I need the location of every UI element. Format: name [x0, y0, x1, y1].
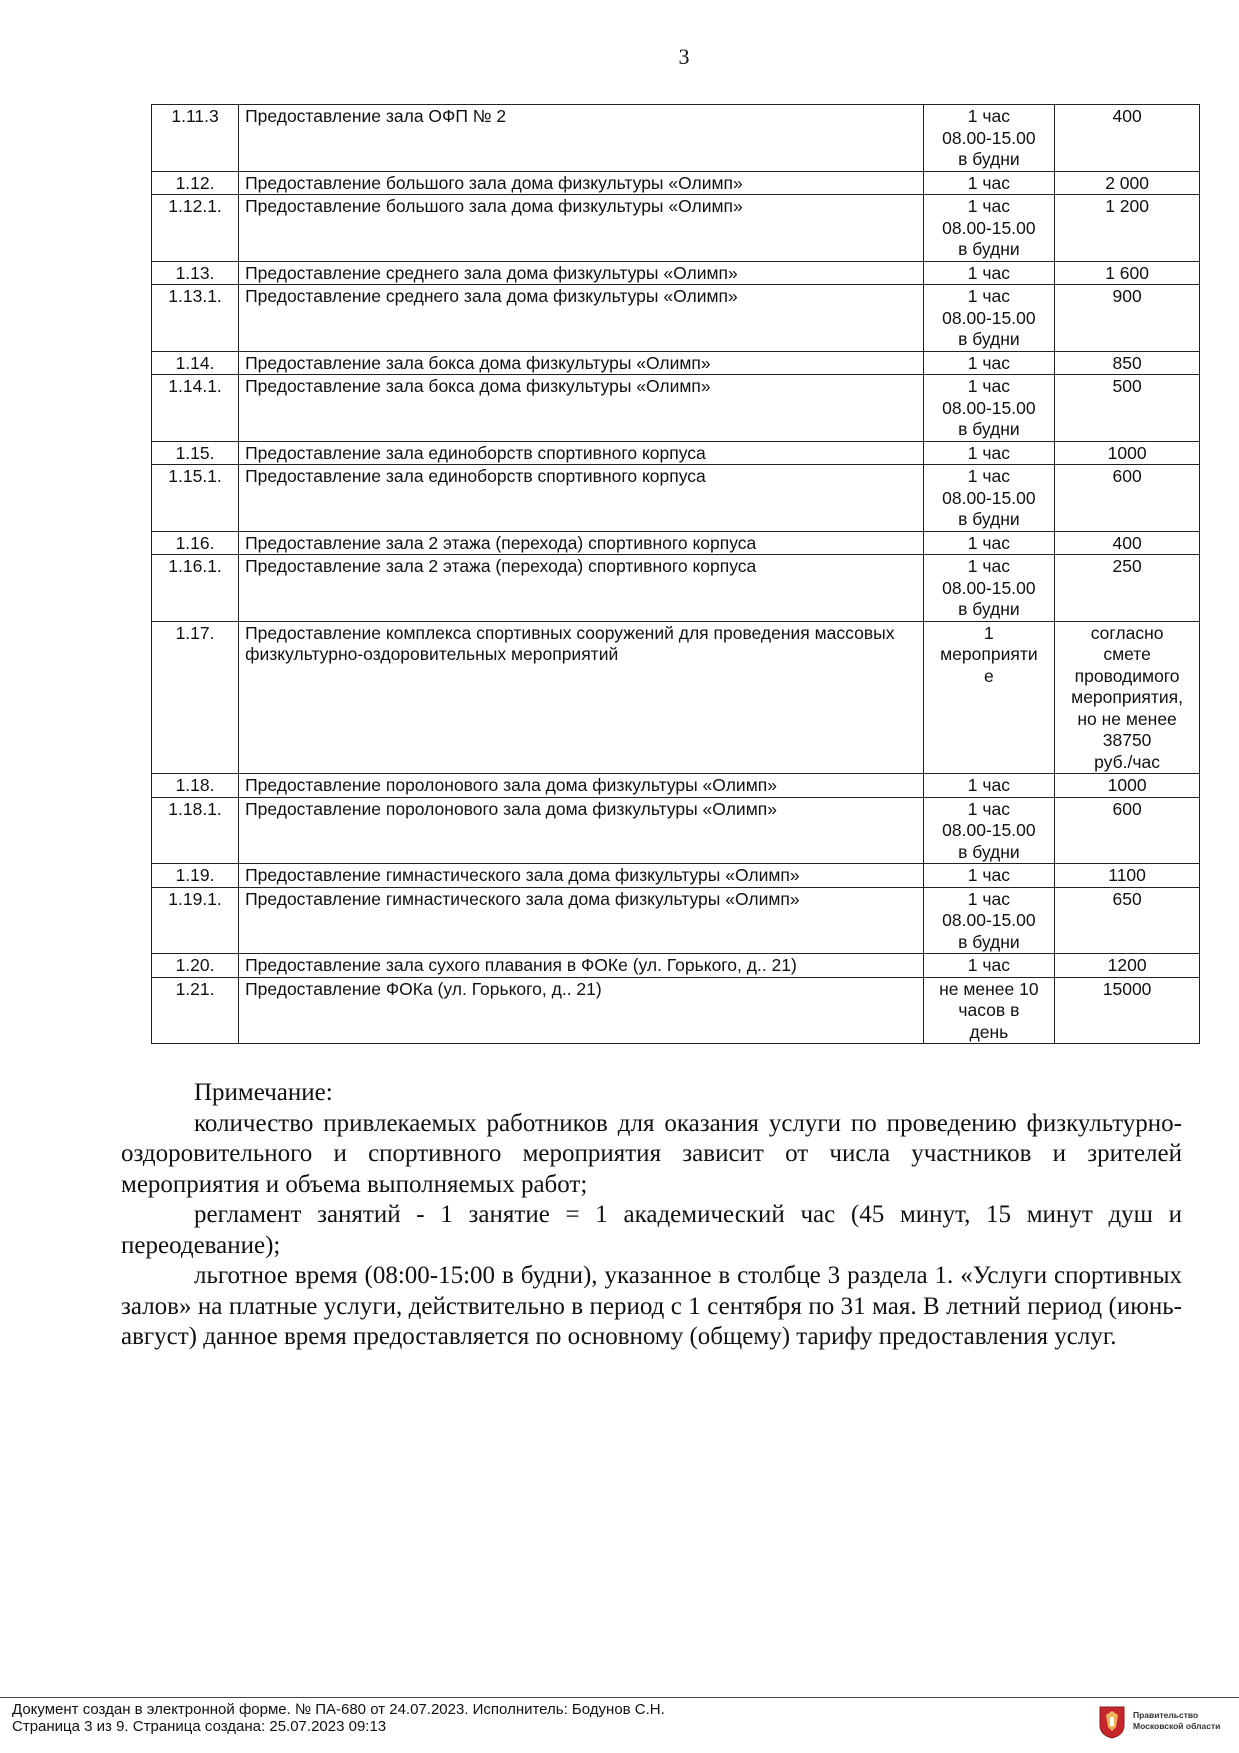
service-name: Предоставление зала 2 этажа (перехода) спортивного корпуса: [239, 531, 923, 555]
unit-line: 08.00-15.00: [942, 487, 1036, 508]
price-line: 2 000: [1105, 172, 1149, 193]
footer-line-1: Документ создан в электронной форме. № ПА-680 от 24.07.2023. Исполнитель: Бодунов С.Н.: [12, 1701, 665, 1718]
footer-line-2: Страница 3 из 9. Страница создана: 25.07.2023 09:13: [12, 1718, 387, 1735]
unit-cell: [923, 375, 1055, 442]
unit-line: 1 час: [967, 466, 1010, 486]
unit-cell: [923, 621, 1055, 774]
unit-cell: [923, 977, 1055, 1044]
item-number: 1.16.1.: [152, 555, 239, 622]
unit-line: в будни: [958, 239, 1020, 259]
unit-cell: [923, 171, 1055, 195]
item-number: 1.15.1.: [152, 465, 239, 532]
price-cell: [1055, 351, 1200, 375]
price-line: 1 200: [1105, 196, 1149, 216]
price-line: 1 600: [1105, 262, 1149, 283]
unit-cell: [923, 465, 1055, 532]
unit-line: 1 час: [967, 798, 1010, 819]
unit-cell: [923, 351, 1055, 375]
price-line: но не менее: [1077, 708, 1177, 729]
unit-line: 1: [984, 622, 994, 643]
notes-section: [121, 1078, 1182, 1353]
price-cell: [1055, 465, 1200, 532]
unit-cell: [923, 954, 1055, 978]
unit-line: 1 час: [967, 352, 1010, 373]
unit-cell: [923, 105, 1055, 172]
unit-line: 08.00-15.00: [942, 217, 1036, 238]
unit-line: 1 час: [967, 106, 1010, 126]
item-number: 1.12.1.: [152, 195, 239, 262]
service-name: Предоставление зала 2 этажа (перехода) спортивного корпуса: [239, 555, 923, 622]
service-name: Предоставление зала бокса дома физкультуры «Олимп»: [239, 351, 923, 375]
unit-line: 08.00-15.00: [942, 397, 1036, 418]
price-line: 250: [1112, 556, 1142, 576]
unit-line: в будни: [958, 419, 1020, 439]
note-paragraph-2: регламент занятий - 1 занятие = 1 академический час (45 минут, 15 минут душ и переодевание);: [121, 1201, 1182, 1259]
unit-line: 08.00-15.00: [942, 127, 1036, 148]
logo-line-2: Московской области: [1133, 1721, 1221, 1731]
table-row: [152, 195, 1200, 262]
unit-line: 1 час: [967, 286, 1010, 306]
price-line: мероприятия,: [1071, 687, 1183, 707]
footer-divider: [0, 1697, 1239, 1698]
item-number: 1.15.: [152, 441, 239, 465]
price-line: 600: [1112, 798, 1142, 819]
price-line: 1000: [1107, 775, 1147, 795]
price-cell: [1055, 195, 1200, 262]
table-row: [152, 797, 1200, 864]
unit-line: 1 час: [967, 888, 1010, 909]
unit-line: 1 час: [967, 532, 1010, 553]
unit-line: 1 час: [967, 955, 1010, 975]
item-number: 1.16.: [152, 531, 239, 555]
price-cell: [1055, 864, 1200, 888]
unit-line: в будни: [958, 149, 1020, 169]
service-name: Предоставление зала единоборств спортивного корпуса: [239, 465, 923, 532]
price-cell: [1055, 797, 1200, 864]
service-name: Предоставление ФОКа (ул. Горького, д.. 21): [239, 977, 923, 1044]
unit-cell: [923, 797, 1055, 864]
unit-cell: [923, 261, 1055, 285]
table-row: [152, 351, 1200, 375]
item-number: 1.13.1.: [152, 285, 239, 352]
price-line: 650: [1112, 888, 1142, 909]
service-name: Предоставление гимнастического зала дома физкультуры «Олимп»: [239, 887, 923, 954]
service-name: Предоставление зала бокса дома физкультуры «Олимп»: [239, 375, 923, 442]
service-name: Предоставление зала сухого плавания в ФОКе (ул. Горького, д.. 21): [239, 954, 923, 978]
price-line: 500: [1112, 376, 1142, 396]
price-line: согласно: [1090, 622, 1164, 643]
table-row: [152, 887, 1200, 954]
item-number: 1.19.: [152, 864, 239, 888]
table-row: [152, 261, 1200, 285]
price-cell: [1055, 621, 1200, 774]
unit-line: в будни: [958, 931, 1020, 952]
table-row: [152, 774, 1200, 798]
service-name: Предоставление поролонового зала дома физкультуры «Олимп»: [239, 797, 923, 864]
service-name: Предоставление поролонового зала дома физкультуры «Олимп»: [239, 774, 923, 798]
unit-line: 08.00-15.00: [942, 307, 1036, 328]
unit-cell: [923, 555, 1055, 622]
service-name: Предоставление зала ОФП № 2: [239, 105, 923, 172]
item-number: 1.18.1.: [152, 797, 239, 864]
unit-line: мероприяти: [940, 644, 1038, 664]
table-row: [152, 954, 1200, 978]
price-cell: [1055, 977, 1200, 1044]
table-row: [152, 441, 1200, 465]
note-paragraph-3: льготное время (08:00-15:00 в будни), указанное в столбце 3 раздела 1. «Услуги спортивных залов» на платные услуги, действительно в период с 1 сентября по 31 мая. В летний период (июнь-август) данное время предоставляется по основному (общему) тарифу предоставления услуг.: [121, 1262, 1182, 1350]
notes-title: Примечание:: [194, 1079, 333, 1106]
unit-line: 1 час: [967, 556, 1010, 576]
unit-line: в будни: [958, 599, 1020, 619]
price-cell: [1055, 954, 1200, 978]
logo-text: [1133, 1710, 1220, 1732]
unit-cell: [923, 864, 1055, 888]
unit-line: 1 час: [967, 376, 1010, 396]
price-line: руб./час: [1094, 751, 1161, 772]
unit-line: не менее 10: [939, 978, 1039, 999]
table-row: [152, 864, 1200, 888]
note-paragraph-1: количество привлекаемых работников для оказания услуги по проведению физкультурно-оздоровительного и спортивного мероприятия зависит от числа участников и зрителей мероприятия и объема выполняемых работ;: [121, 1109, 1182, 1198]
table-row: [152, 285, 1200, 352]
unit-line: 1 час: [967, 172, 1010, 193]
item-number: 1.14.1.: [152, 375, 239, 442]
table-row: [152, 977, 1200, 1044]
unit-cell: [923, 887, 1055, 954]
unit-cell: [923, 774, 1055, 798]
price-line: проводимого: [1074, 665, 1180, 686]
item-number: 1.11.3: [152, 105, 239, 172]
table-row: [152, 621, 1200, 774]
price-cell: [1055, 441, 1200, 465]
service-name: Предоставление большого зала дома физкультуры «Олимп»: [239, 171, 923, 195]
unit-line: 08.00-15.00: [942, 820, 1036, 840]
unit-line: день: [969, 1021, 1009, 1042]
service-name: Предоставление зала единоборств спортивного корпуса: [239, 441, 923, 465]
price-cell: [1055, 285, 1200, 352]
table-row: [152, 171, 1200, 195]
item-number: 1.14.: [152, 351, 239, 375]
price-line: 38750: [1102, 730, 1152, 750]
price-line: 850: [1112, 352, 1142, 373]
price-cell: [1055, 171, 1200, 195]
service-name: Предоставление комплекса спортивных сооружений для проведения массовых физкультурно-оздоровительных мероприятий: [239, 621, 923, 774]
page-number: 3: [678, 44, 690, 69]
table-row: [152, 105, 1200, 172]
price-line: 1200: [1107, 955, 1147, 975]
service-name: Предоставление гимнастического зала дома физкультуры «Олимп»: [239, 864, 923, 888]
price-cell: [1055, 887, 1200, 954]
unit-line: 1 час: [967, 442, 1010, 463]
unit-line: 1 час: [967, 262, 1010, 283]
unit-line: е: [984, 665, 994, 686]
coat-of-arms-icon: [1098, 1705, 1126, 1739]
price-cell: [1055, 555, 1200, 622]
price-line: 400: [1112, 106, 1142, 126]
service-name: Предоставление среднего зала дома физкультуры «Олимп»: [239, 285, 923, 352]
price-cell: [1055, 105, 1200, 172]
table-row: [152, 375, 1200, 442]
unit-line: 1 час: [967, 775, 1010, 795]
price-cell: [1055, 375, 1200, 442]
item-number: 1.21.: [152, 977, 239, 1044]
unit-line: в будни: [958, 329, 1020, 349]
table-row: [152, 465, 1200, 532]
table-row: [152, 531, 1200, 555]
service-name: Предоставление большого зала дома физкультуры «Олимп»: [239, 195, 923, 262]
item-number: 1.20.: [152, 954, 239, 978]
item-number: 1.17.: [152, 621, 239, 774]
unit-line: 1 час: [967, 196, 1010, 216]
price-cell: [1055, 774, 1200, 798]
price-line: 1100: [1108, 865, 1146, 885]
item-number: 1.13.: [152, 261, 239, 285]
unit-cell: [923, 195, 1055, 262]
unit-line: в будни: [958, 841, 1020, 862]
unit-cell: [923, 441, 1055, 465]
unit-cell: [923, 531, 1055, 555]
price-line: 900: [1112, 286, 1142, 306]
price-line: 1000: [1107, 442, 1147, 463]
unit-cell: [923, 285, 1055, 352]
item-number: 1.18.: [152, 774, 239, 798]
unit-line: в будни: [958, 509, 1020, 529]
price-line: 15000: [1102, 978, 1152, 999]
item-number: 1.12.: [152, 171, 239, 195]
unit-line: часов в: [958, 1000, 1020, 1020]
table-row: [152, 555, 1200, 622]
item-number: 1.19.1.: [152, 887, 239, 954]
price-line: 400: [1112, 532, 1142, 553]
price-line: смете: [1103, 644, 1151, 664]
government-logo: [1098, 1705, 1228, 1741]
unit-line: 08.00-15.00: [942, 910, 1036, 930]
price-cell: [1055, 261, 1200, 285]
unit-line: 1 час: [967, 865, 1010, 885]
price-table: [151, 104, 1200, 1044]
service-name: Предоставление среднего зала дома физкультуры «Олимп»: [239, 261, 923, 285]
price-line: 600: [1112, 466, 1142, 486]
price-cell: [1055, 531, 1200, 555]
document-footer: [12, 1701, 665, 1735]
logo-line-1: Правительство: [1133, 1710, 1199, 1720]
unit-line: 08.00-15.00: [942, 577, 1036, 598]
